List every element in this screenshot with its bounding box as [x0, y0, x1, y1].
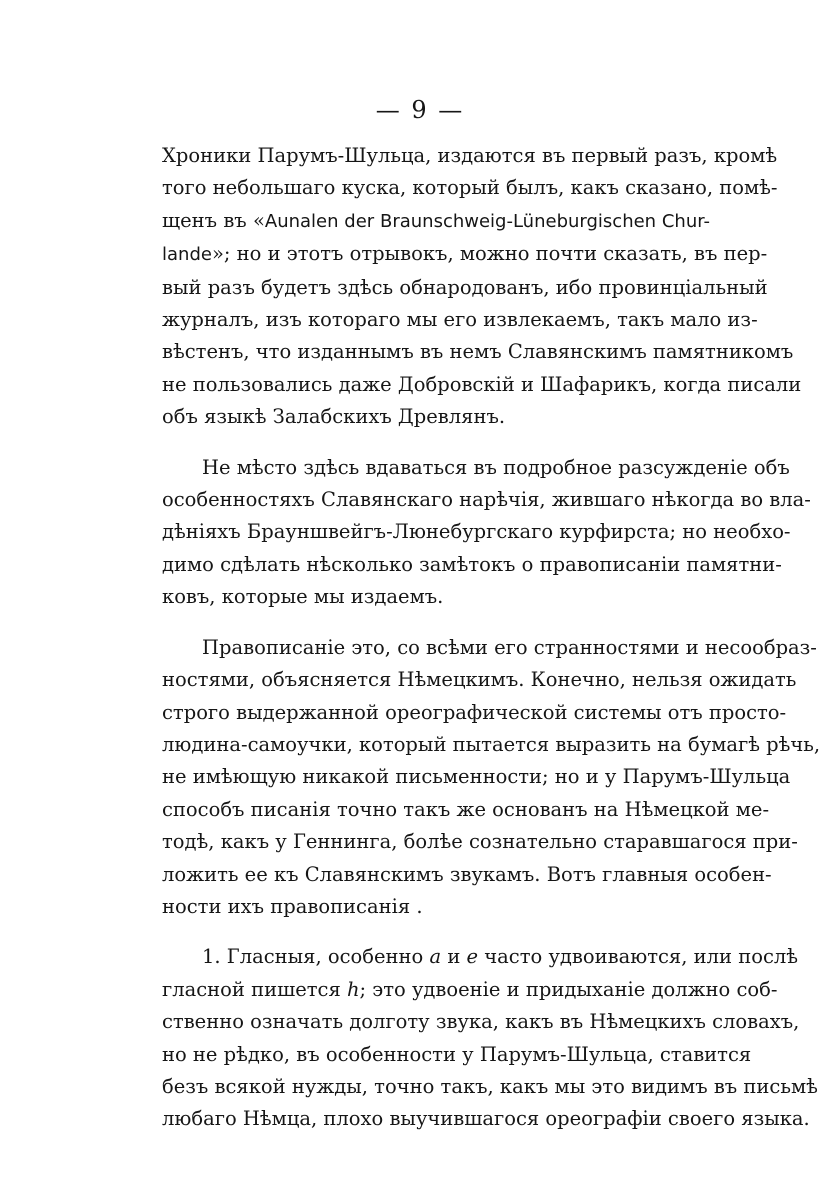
text-line: тодѣ, какъ у Геннинга, болѣе сознательно старавшагося при-	[162, 830, 798, 854]
text-line: Не мѣсто здѣсь вдаваться въ подробное разсужденіе объ	[202, 455, 790, 479]
text-line: ственно означать долготу звука, какъ въ Нѣмецкихъ словахъ,	[162, 1010, 800, 1034]
text-line: Правописаніе это, со всѣми его странностями и несообраз-	[202, 635, 817, 659]
text-fragment: и	[447, 945, 461, 969]
text-line: вый разъ будетъ здѣсь обнародованъ, ибо провинціальный	[162, 275, 768, 299]
text-fragment: гласной пишется	[162, 977, 341, 1001]
text-line	[162, 205, 710, 238]
text-line: любаго Нѣмца, плохо выучившагося ореографіи своего языка.	[162, 1107, 810, 1131]
text-line: особенностяхъ Славянскаго нарѣчія, жившаго нѣкогда во вла-	[162, 488, 811, 512]
text-line: вѣстенъ, что изданнымъ въ немъ Славянскимъ памятникомъ	[162, 340, 794, 364]
text-fragment: ; это удвоеніе и придыханіе должно соб-	[359, 977, 778, 1001]
page-body	[162, 140, 821, 1136]
paragraph-2	[162, 452, 811, 614]
text-line: димо сдѣлать нѣсколько замѣтокъ о правописаніи памятни-	[162, 552, 782, 576]
text-line: ложить ее къ Славянскимъ звукамъ. Вотъ главныя особен-	[162, 862, 772, 886]
text-line	[162, 238, 768, 271]
text-line: строго выдержанной ореографической системы отъ просто-	[162, 700, 787, 724]
text-fragment: щенъ въ «	[162, 208, 265, 232]
text-fragment: 1. Гласныя, особенно	[202, 945, 424, 969]
text-line: но не рѣдко, въ особенности у Парумъ-Шульца, ставится	[162, 1042, 752, 1066]
text-line: ковъ, которые мы издаемъ.	[162, 585, 444, 609]
text-fragment: »; но и этотъ отрывокъ, можно почти сказать, въ пер-	[211, 242, 768, 266]
text-line: того небольшаго куска, который былъ, какъ сказано, помѣ-	[162, 176, 778, 200]
text-line	[162, 941, 799, 973]
text-line: людина-самоучки, который пытается выразить на бумагѣ рѣчь,	[162, 732, 821, 756]
text-line: ности ихъ правописанія .	[162, 894, 423, 918]
italic-letter-a: a	[429, 945, 442, 969]
text-line: не имѣющую никакой письменности; но и у Парумъ-Шульца	[162, 765, 791, 789]
paragraph-4	[162, 941, 818, 1135]
paragraph-1	[162, 140, 802, 434]
italic-letter-e: e	[466, 945, 479, 969]
latin-title-fragment: lande	[162, 244, 212, 266]
text-line: не пользовались даже Добровскій и Шафарикъ, когда писали	[162, 372, 802, 396]
page-number: — 9 —	[375, 96, 465, 124]
text-line: журналъ, изъ котораго мы его извлекаемъ, такъ мало из-	[162, 308, 758, 332]
text-line: Хроники Парумъ-Шульца, издаются въ первый разъ, кромѣ	[162, 144, 778, 167]
text-line: безъ всякой нужды, точно такъ, какъ мы это видимъ въ письмѣ	[162, 1074, 818, 1098]
latin-title-fragment: Aunalen der Braunschweig-Lüneburgischen Chur-	[264, 210, 710, 232]
paragraph-3	[162, 632, 821, 924]
text-line: объ языкѣ Залабскихъ Древлянъ.	[162, 405, 506, 429]
text-fragment: часто удвоиваются, или послѣ	[484, 945, 799, 969]
text-line: способъ писанія точно такъ же основанъ на Нѣмецкой ме-	[162, 797, 770, 821]
text-line	[162, 974, 778, 1006]
text-line: дѣніяхъ Брауншвейгъ-Люнебургскаго курфирста; но необхо-	[162, 520, 791, 544]
italic-letter-h: h	[346, 977, 360, 1001]
text-line: ностями, объясняется Нѣмецкимъ. Конечно, нельзя ожидать	[162, 668, 797, 692]
